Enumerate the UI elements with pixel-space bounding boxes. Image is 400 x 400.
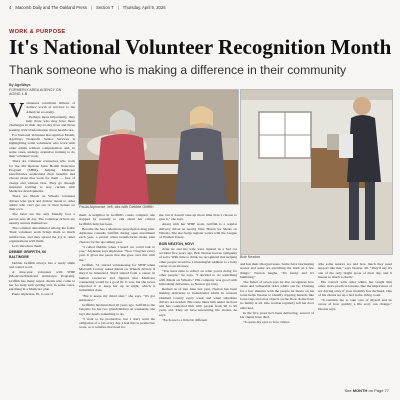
section-subhead: BALTIMORE: [9, 255, 29, 260]
paragraph: Retired as of late June last year, Neaton has been making deliveries to homebound adults in western Oakland County every week and when substitute drivers are needed. His route takes him under an hour and has connected him with people from 90 to 99 years old. They all have interesting life stories, he says.: [159, 286, 237, 317]
byline: [9, 83, 75, 97]
paragraph: them. A neighbor in Griffith's condo complex, she stopped by recently to talk about her critical Griffith's help has been.: [79, 213, 155, 226]
article-column-1: [9, 98, 75, 297]
photo-alphonse-griffith: [78, 89, 239, 205]
paragraph: "But it keeps my mind alert," she says. "It's got substance.": [79, 293, 155, 302]
byline-role: FORMERLY AREA AGENCY ON: [9, 87, 62, 92]
paragraph: There are Meals on Wheels volunteer drivers who pack and deliver meals to older adults who can't get out of their homes on their own.: [9, 194, 75, 212]
paragraph: Volunteers contribute billions of dollars' worth of services to the American economy.: [9, 98, 75, 122]
paragraph: The common denominator among the folks: Their volunteer work brings them so much satisfaction, and they spread the joy to other organizations with them.: [9, 226, 75, 243]
issue-date: Thursday, April 9, 2026: [122, 5, 166, 10]
section-subhead: BOB NEATON, NOVI: [159, 241, 194, 246]
paragraph: A nine-year volunteer with SHIP (Medicare/Medicaid Assistance Program), Griffith has many repeat clients who come to her for help with getting and, in some cases, enrolling in a Medicare plan.: [9, 269, 75, 292]
continuation-prefix: See: [344, 388, 352, 393]
byline-role: AGING 1-B: [9, 92, 28, 97]
paragraph: "You have time to reflect on what you're doing for other people," he says. "I decided to do something with Meals on Wheels." His company was good with him taking deliveries, so Neaton got busy.: [159, 268, 237, 286]
separator: |: [90, 5, 93, 10]
article-column-3: [159, 213, 237, 323]
paragraph: Debbie Griffith always has a ready smile and a kind word.: [9, 260, 75, 269]
page-number: 4: [9, 5, 12, 10]
paragraph: Become the has a Medicare prescription drug plan. Alphonse consults Griffith during open enrollment each year, a period when beneficiaries make plan choices for the upcoming year.: [79, 226, 155, 244]
continuation-target: MONTH: [352, 388, 368, 393]
paper-name: Macomb Daily and The Oakland Press: [15, 5, 87, 10]
photo-illustration: [79, 90, 238, 204]
paragraph: In the five years he's been delivering, several of his clients have died.: [240, 310, 314, 320]
paragraph: "Each one is a little bit different: [162, 317, 208, 322]
running-head: [9, 5, 391, 10]
photo-caption: Bob Neaton: [240, 255, 261, 259]
paragraph: The latter are the only friendly face a person sees all day. The volunteer drivers are usually seniors themselves.: [9, 212, 75, 225]
article-column-4: [240, 262, 314, 325]
paragraph: Along with her SHIP work, Griffith is a regular delivery driver in nearby New Haven for Meals on Wheels. She also helps register voters with the League of Women Voters.: [159, 222, 237, 240]
paragraph: Griffith, 74, started volunteering for SHIP when Macomb County asked Meals on Wheels drivers if they'd be interested. She'd retired from a career in human resources and figured that Medicare counseling would be a good fit. It was, but she never expected it to keep her up at night, which it sometimes does.: [79, 262, 155, 293]
photo-bob-neaton: [240, 89, 393, 255]
paragraph: "It opens my eyes to how vulner-: [243, 320, 291, 325]
paragraph: After he and his wife were injured in a bad car accident five years ago, Bob Neaton had no sympathy of sorts. With time to think, he recognized that helping other people would be a meaningful addition to a busy career as an attorney.: [159, 246, 237, 268]
section-label: WORK & PURPOSE: [9, 29, 66, 35]
paragraph: "I called Debbie when I heard we could talk to you," Alphonse says Alphonse. "Now I hug her every year. It gives me peace that she goes over this with me.": [79, 244, 155, 262]
paragraph: His contact with older adults has taught him other, more practical lessons, like the importance of not having stray if your mobility has declined. One of his clients set up a bed in the living room.: [318, 279, 392, 297]
paragraph: me, but it doesn't take up more time than I choose to give it," she says.: [159, 213, 237, 222]
separator: |: [117, 5, 119, 10]
paragraph: "It reminds me to take care of myself and be aware of how quickly a life story can change," Neaton says.: [318, 297, 392, 311]
paragraph: For National Volunteer Recognition Month, AgeWays Nonprofit Senior Services is highlighting some volunteers who work with older adults without compensation and, in some cases, undergo extensive training to do their volunteer work.: [9, 132, 75, 159]
headline: It's National Volunteer Recognition Month: [9, 35, 392, 59]
paragraph: "I want to be productive, but I don't want the obligation of a job every day. I feel this is productive work, so it satisfies that need for: [79, 316, 155, 330]
paragraph: Paula Alphonse, 81, is one of: [12, 292, 54, 297]
photo-caption: Paula Alphonse, left, sits with Debbie Griffith: [79, 205, 154, 209]
section-name: Section T: [96, 5, 114, 10]
drop-cap: V: [9, 98, 25, 122]
paragraph: Let's introduce them:: [12, 244, 42, 249]
photo-illustration: [241, 90, 392, 254]
paragraph: The father of seven says he also recognizes how alone and vulnerable older adults can be. Chatting for a few minutes with the people he meets on his route helps Neaton to identify tripping hazards like loose rugs and stray objects on the floor. Some have no family at all. One woman regularly left her door unlocked.: [240, 279, 314, 310]
continuation-suffix: on Page 77: [368, 388, 389, 393]
byline-author: By AgeWays: [9, 83, 31, 87]
article-column-2: [79, 213, 155, 330]
section-subhead: DEBBIE GRIFFITH, 66: [9, 250, 47, 255]
subheadline: Thank someone who is making a difference in their community: [9, 63, 347, 77]
paragraph: Perhaps more importantly, they help those who may have more challenges in their day-to-day lives and those seeking critical information about health care.: [9, 114, 75, 132]
paragraph: and has their idiosyncrasies. Some have fascinating stories and some are stretching the truth on a few things," Neaton laughs. "It's funny and it's humbling.": [240, 262, 314, 279]
continuation-link[interactable]: [344, 388, 389, 393]
article-column-5: [318, 262, 392, 312]
paragraph: There are volunteer counselors who work for the MI Options State Health Insurance Program (SHIP), helping Medicare beneficiaries understand their benefits and choose plans that work for them — free of charge and without bias. They go through intensive training to stay current with Medicare developments.: [9, 159, 75, 194]
paragraph: Griffith's husband died 16 years ago. Griffith is the babysits for her two grandchildren on weekends, she says she needs something to do.: [79, 302, 155, 316]
paragraph: able some seniors are and how much they need support like this," says Neaton, 49. "They'll say it's one of the only bright spots of their day, and it means so much to them.": [318, 262, 392, 279]
